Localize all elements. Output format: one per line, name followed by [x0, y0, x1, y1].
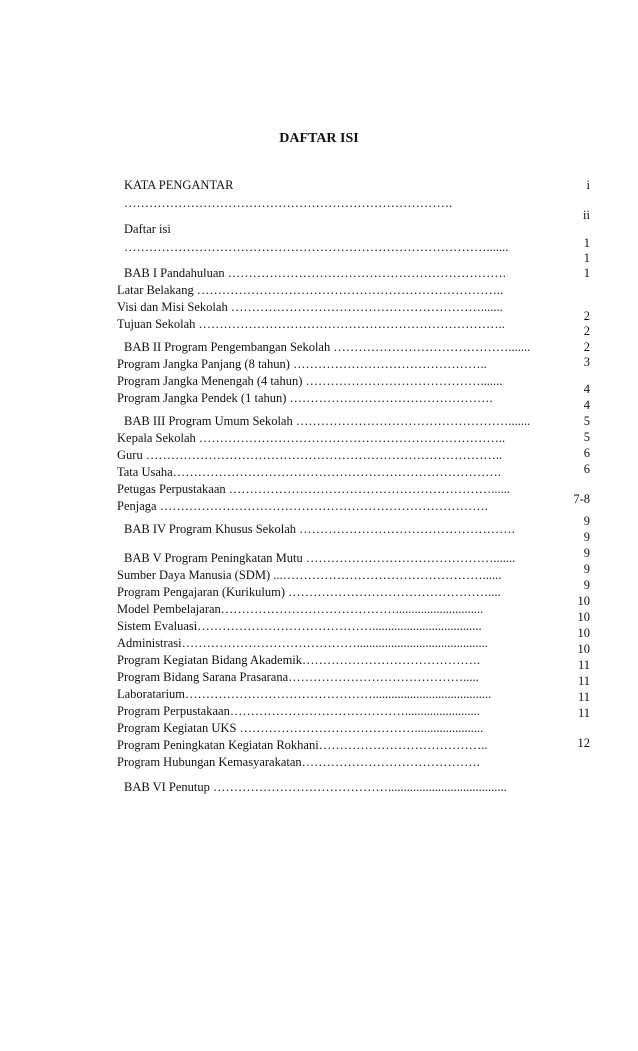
toc-entry-bab-6: BAB VI Penutup ……………………………………......................................	[124, 780, 507, 794]
toc-entry-laboratarium: Laboratarium………………………………………......................................	[117, 687, 492, 701]
toc-entry-kegiatan-uks: Program Kegiatan UKS ……………………………………......................	[117, 721, 484, 735]
page-number: 6	[583, 446, 590, 460]
toc-entry-tujuan-sekolah: Tujuan Sekolah ………………………………………………………………..	[117, 317, 505, 331]
toc-entry-jangka-panjang: Program Jangka Panjang (8 tahun) ………………………………………..	[117, 357, 487, 371]
page-number: 2	[583, 309, 590, 323]
toc-entry-daftar-isi: Daftar isi	[124, 222, 171, 236]
toc-entry-latar-belakang: Latar Belakang ………………………………………………………………..	[117, 283, 504, 297]
toc-entry-bidang-akademik: Program Kegiatan Bidang Akademik…………………………………….	[117, 653, 481, 667]
toc-entry-sistem-evaluasi: Sistem Evaluasi……………………………………...................................	[117, 619, 482, 633]
page-number: 5	[583, 414, 590, 428]
toc-entry-model-pembelajaran: Model Pembelajaran……………………………………............................	[117, 602, 484, 616]
toc-entry-guru: Guru …………………………………………………………………………..	[117, 448, 503, 462]
page-number: 11	[577, 706, 590, 720]
page-number: 4	[583, 382, 590, 396]
toc-entry-sdm: Sumber Daya Manusia (SDM) ...…………………………………………......	[117, 568, 502, 582]
page-number: 11	[577, 690, 590, 704]
toc-entry-kurikulum: Program Pengajaran (Kurikulum) …………………………………………....	[117, 585, 501, 599]
toc-entry-penjaga: Penjaga …………………………………………………………………….	[117, 499, 488, 513]
toc-entry-jangka-pendek: Program Jangka Pendek (1 tahun) ………………………………………….	[117, 391, 493, 405]
page-number: 3	[583, 355, 590, 369]
toc-entry-tata-usaha: Tata Usaha…………………………………………………………………….	[117, 465, 501, 479]
page-number: 9	[583, 514, 590, 528]
page-number: 10	[577, 610, 590, 624]
page-number: 9	[583, 546, 590, 560]
page-number: 10	[577, 642, 590, 656]
toc-entry-kegiatan-rokhani: Program Peningkatan Kegiatan Rokhani…………………………………..	[117, 738, 488, 752]
toc-entry-program-perpustakaan: Program Perpustakaan……………………………………........................	[117, 704, 480, 718]
page-number: 11	[577, 674, 590, 688]
page-number: 9	[583, 562, 590, 576]
toc-entry-kata-pengantar: KATA PENGANTAR	[124, 178, 234, 192]
toc-entry-hubungan-masyarakat: Program Hubungan Kemasyarakatan…………………………………….	[117, 755, 480, 769]
page-number: 11	[577, 658, 590, 672]
toc-entry-kepala-sekolah: Kepala Sekolah ………………………………………………………………..	[117, 431, 506, 445]
toc-entry-bab-1: BAB I Pandahuluan ………………………………………………………….	[124, 266, 506, 280]
page-number: 5	[583, 430, 590, 444]
toc-leader-kata-pengantar: …………………………………………………………………….	[124, 196, 453, 210]
toc-entry-petugas-perpustakaan: Petugas Perpustakaan ………………………………………………………......	[117, 482, 511, 496]
page-number: i	[586, 178, 590, 192]
toc-entry-jangka-menengah: Program Jangka Menengah (4 tahun) …………………………………….......	[117, 374, 503, 388]
page-number: 2	[583, 324, 590, 338]
page-number: ii	[583, 208, 590, 222]
page-number: 10	[577, 626, 590, 640]
toc-entry-sarana-prasarana: Program Bidang Sarana Prasarana…………………………………….....	[117, 670, 479, 684]
page-number: 2	[583, 340, 590, 354]
page-number: 9	[583, 530, 590, 544]
page-number: 10	[577, 594, 590, 608]
page-number: 1	[583, 236, 590, 250]
toc-entry-administrasi: Administrasi……………………………………..........................................	[117, 636, 488, 650]
page-number: 1	[583, 251, 590, 265]
toc-entry-bab-5: BAB V Program Peningkatan Mutu ……………………………………….......	[124, 551, 516, 565]
page-number: 12	[577, 736, 590, 750]
toc-entry-bab-4: BAB IV Program Khusus Sekolah …………………………………………….	[124, 522, 515, 536]
toc-entry-visi-misi: Visi dan Misi Sekolah …………………………………………………….......	[117, 300, 503, 314]
toc-entry-bab-2: BAB II Program Pengembangan Sekolah …………………………………….......	[124, 340, 531, 354]
page-number: 6	[583, 462, 590, 476]
toc-leader-daftar-isi: …………………………………………………………………………….......	[124, 240, 509, 254]
toc-entry-bab-3: BAB III Program Umum Sekolah …………………………………………….......	[124, 414, 531, 428]
page-title: DAFTAR ISI	[279, 131, 359, 146]
page-number: 7-8	[573, 492, 590, 506]
page-number: 9	[583, 578, 590, 592]
page-number: 1	[583, 266, 590, 280]
page-number: 4	[583, 398, 590, 412]
